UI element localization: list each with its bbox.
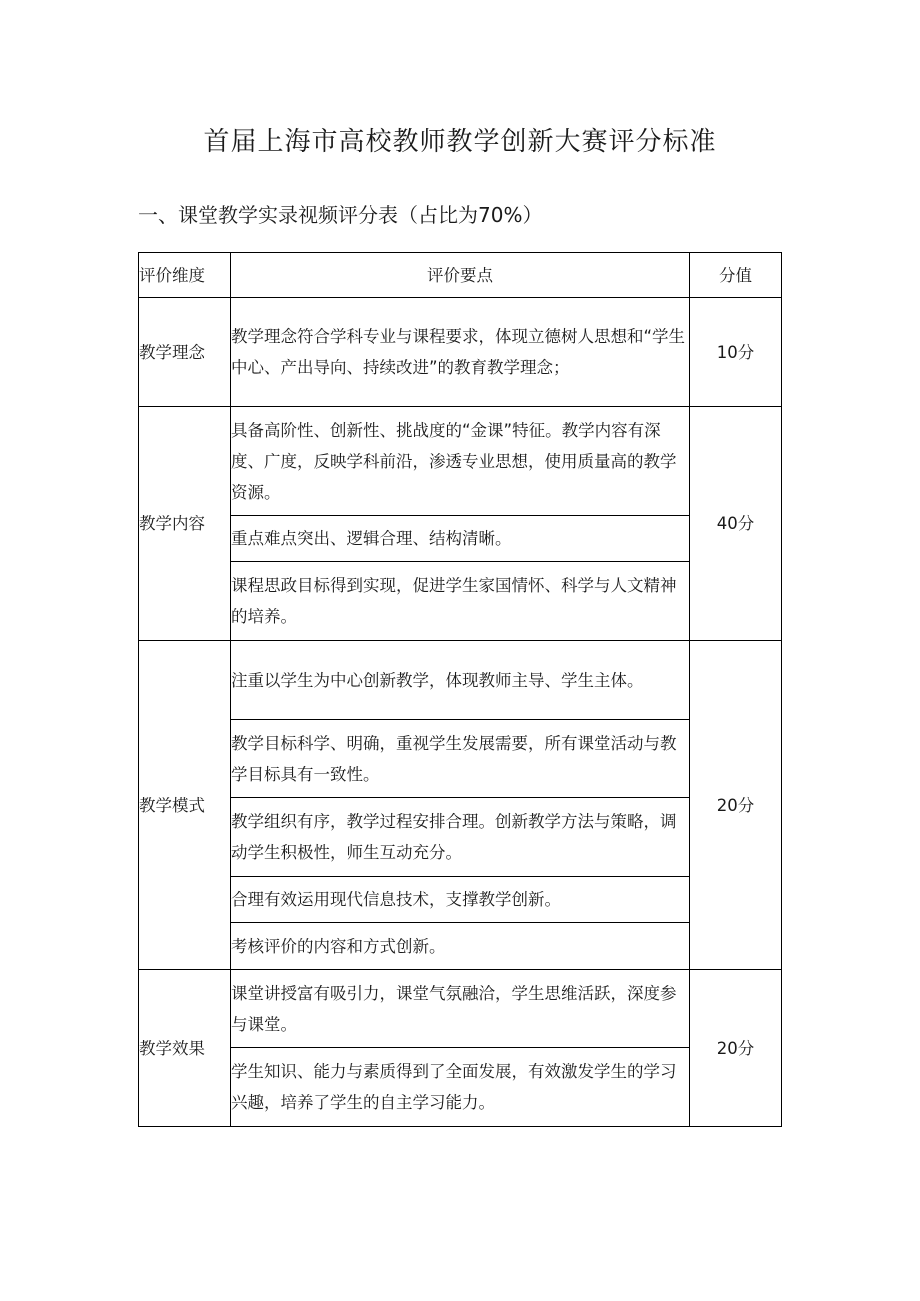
table-row	[139, 798, 782, 877]
table-row	[139, 970, 782, 1048]
point-cell: 教学理念符合学科专业与课程要求，体现立德树人思想和“学生中心、产出导向、持续改进”的教育教学理念；	[231, 298, 690, 407]
point-cell: 教学目标科学、明确，重视学生发展需要，所有课堂活动与教学目标具有一致性。	[231, 720, 690, 798]
section-heading: 一、课堂教学实录视频评分表（占比为70%）	[138, 203, 543, 227]
point-cell: 考核评价的内容和方式创新。	[231, 923, 690, 970]
scoring-table	[138, 252, 782, 1127]
score-cell: 20分	[690, 970, 782, 1127]
dimension-cell: 教学模式	[139, 641, 231, 970]
header-dimension: 评价维度	[139, 253, 231, 298]
table-row	[139, 562, 782, 641]
score-cell: 10分	[690, 298, 782, 407]
table-row	[139, 641, 782, 720]
point-cell: 重点难点突出、逻辑合理、结构清晰。	[231, 516, 690, 562]
page-title: 首届上海市高校教师教学创新大赛评分标准	[203, 127, 717, 157]
point-cell: 教学组织有序，教学过程安排合理。创新教学方法与策略，调动学生积极性，师生互动充分。	[231, 798, 690, 877]
dimension-cell: 教学效果	[139, 970, 231, 1127]
table-row	[139, 298, 782, 407]
table-row	[139, 516, 782, 562]
table-row	[139, 1048, 782, 1127]
point-cell: 具备高阶性、创新性、挑战度的“金课”特征。教学内容有深度、广度，反映学科前沿，渗透专业思想，使用质量高的教学资源。	[231, 407, 690, 516]
dimension-cell: 教学理念	[139, 298, 231, 407]
header-score: 分值	[690, 253, 782, 298]
dimension-cell: 教学内容	[139, 407, 231, 641]
point-cell: 课程思政目标得到实现，促进学生家国情怀、科学与人文精神的培养。	[231, 562, 690, 641]
point-cell: 合理有效运用现代信息技术，支撑教学创新。	[231, 877, 690, 923]
header-points: 评价要点	[231, 253, 690, 298]
table-header-row	[139, 253, 782, 298]
score-cell: 40分	[690, 407, 782, 641]
table-row	[139, 923, 782, 970]
table-row	[139, 407, 782, 516]
score-cell: 20分	[690, 641, 782, 970]
table-row	[139, 720, 782, 798]
point-cell: 课堂讲授富有吸引力，课堂气氛融洽，学生思维活跃，深度参与课堂。	[231, 970, 690, 1048]
point-cell: 注重以学生为中心创新教学，体现教师主导、学生主体。	[231, 641, 690, 720]
point-cell: 学生知识、能力与素质得到了全面发展，有效激发学生的学习兴趣，培养了学生的自主学习能力。	[231, 1048, 690, 1127]
table-row	[139, 877, 782, 923]
